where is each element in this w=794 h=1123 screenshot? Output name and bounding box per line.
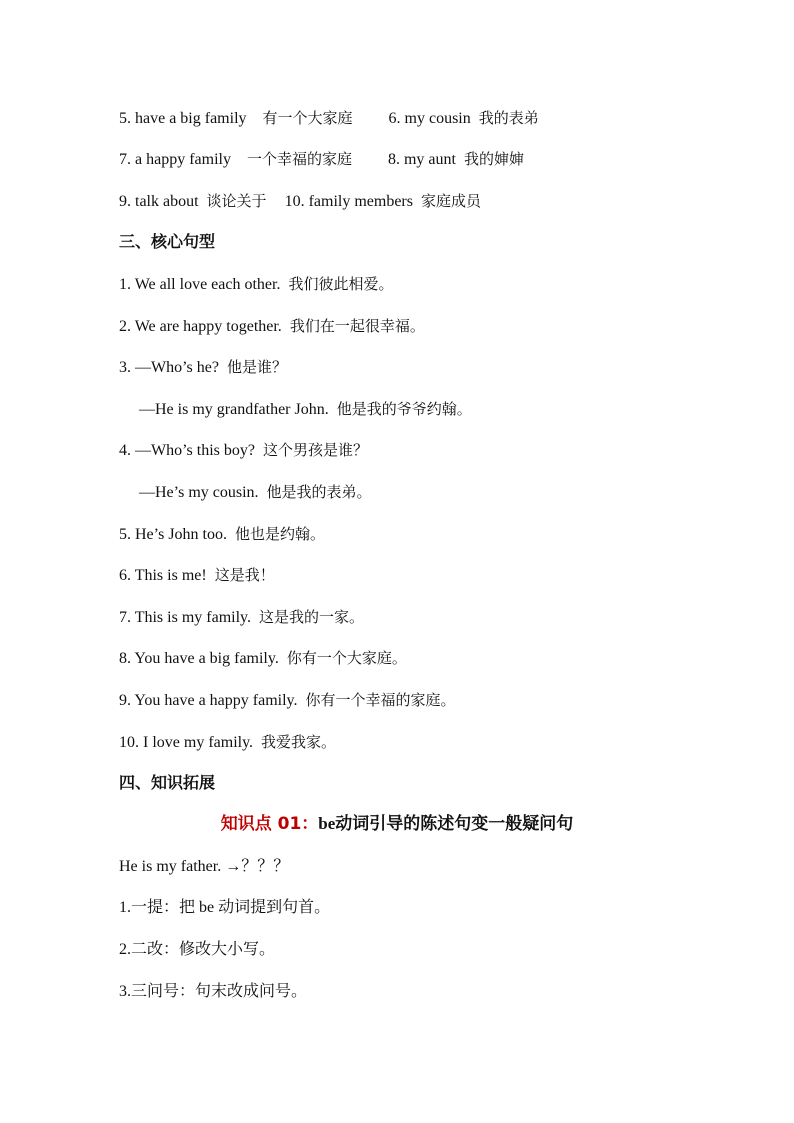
vocab-line-1 bbox=[119, 108, 539, 129]
vocab-cn: 有一个大家庭 bbox=[262, 109, 353, 127]
vocab-cn: 家庭成员 bbox=[420, 192, 481, 210]
sentence-cn: 这是我的一家。 bbox=[259, 608, 365, 626]
section-heading-core-sentences: 三、核心句型 bbox=[119, 232, 216, 251]
sentence-line bbox=[119, 316, 425, 337]
sentence-cn: 你有一个幸福的家庭。 bbox=[305, 691, 456, 709]
sentence-line bbox=[139, 399, 472, 420]
sentence-en: 4. —Who’s this boy? bbox=[119, 442, 255, 459]
sentence-cn: 他是我的表弟。 bbox=[266, 483, 372, 501]
knowledge-point-text: 动词引导的陈述句变一般疑问句 bbox=[335, 814, 574, 834]
sentence-line bbox=[119, 732, 336, 753]
step-line: 3.三问号：句末改成问号。 bbox=[119, 983, 308, 1000]
sentence-line bbox=[119, 524, 325, 545]
sentence-en: 9. You have a happy family. bbox=[119, 692, 298, 709]
step-line: 2.二改：修改大小写。 bbox=[119, 941, 276, 958]
vocab-en: 8. my aunt bbox=[387, 151, 456, 168]
sentence-cn: 他是我的爷爷约翰。 bbox=[336, 400, 472, 418]
sentence-line bbox=[119, 274, 393, 295]
vocab-en: 5. have a big family bbox=[119, 110, 247, 127]
sentence-line bbox=[119, 565, 275, 586]
vocab-en: 10. family members bbox=[284, 193, 413, 210]
knowledge-point-latin: be bbox=[318, 814, 336, 833]
sentence-en: —He is my grandfather John. bbox=[139, 401, 329, 418]
sentence-cn: 我们彼此相爱。 bbox=[288, 275, 394, 293]
sentence-cn: 我们在一起很幸福。 bbox=[289, 317, 425, 335]
vocab-line-3 bbox=[119, 191, 481, 212]
sentence-en: —He’s my cousin. bbox=[139, 484, 259, 501]
sentence-line bbox=[119, 440, 368, 461]
step-line: 1.一提：把 be 动词提到句首。 bbox=[119, 899, 331, 916]
sentence-en: 6. This is me! bbox=[119, 567, 207, 584]
vocab-en: 9. talk about bbox=[119, 193, 199, 210]
sentence-line bbox=[119, 357, 287, 378]
vocab-en: 7. a happy family bbox=[119, 151, 231, 168]
sentence-en: 3. —Who’s he? bbox=[119, 359, 219, 376]
sentence-cn: 我爱我家。 bbox=[261, 733, 337, 751]
vocab-cn: 我的婶婶 bbox=[463, 150, 524, 168]
sentence-cn: 他是谁？ bbox=[226, 358, 287, 376]
vocab-cn: 一个幸福的家庭 bbox=[246, 150, 352, 168]
section-heading-knowledge-expansion: 四、知识拓展 bbox=[119, 773, 216, 792]
example-sentence: He is my father. →？？？ bbox=[119, 858, 290, 875]
knowledge-point-label: 知识点 01： bbox=[220, 814, 319, 834]
sentence-line bbox=[119, 607, 364, 628]
sentence-cn: 这个男孩是谁？ bbox=[263, 441, 369, 459]
vocab-cn: 我的表弟 bbox=[478, 109, 539, 127]
vocab-line-2 bbox=[119, 149, 524, 170]
sentence-cn: 你有一个大家庭。 bbox=[286, 649, 407, 667]
vocab-cn: 谈论关于 bbox=[206, 192, 267, 210]
knowledge-point-title bbox=[0, 814, 794, 834]
sentence-cn: 这是我！ bbox=[214, 566, 275, 584]
sentence-en: 10. I love my family. bbox=[119, 734, 254, 751]
sentence-line bbox=[119, 690, 456, 711]
sentence-en: 7. This is my family. bbox=[119, 609, 251, 626]
sentence-line bbox=[119, 648, 407, 669]
sentence-en: 8. You have a big family. bbox=[119, 650, 279, 667]
sentence-line bbox=[139, 482, 372, 503]
sentence-en: 2. We are happy together. bbox=[119, 318, 282, 335]
sentence-en: 1. We all love each other. bbox=[119, 276, 281, 293]
sentence-cn: 他也是约翰。 bbox=[235, 525, 326, 543]
vocab-en: 6. my cousin bbox=[388, 110, 471, 127]
sentence-en: 5. He’s John too. bbox=[119, 526, 227, 543]
